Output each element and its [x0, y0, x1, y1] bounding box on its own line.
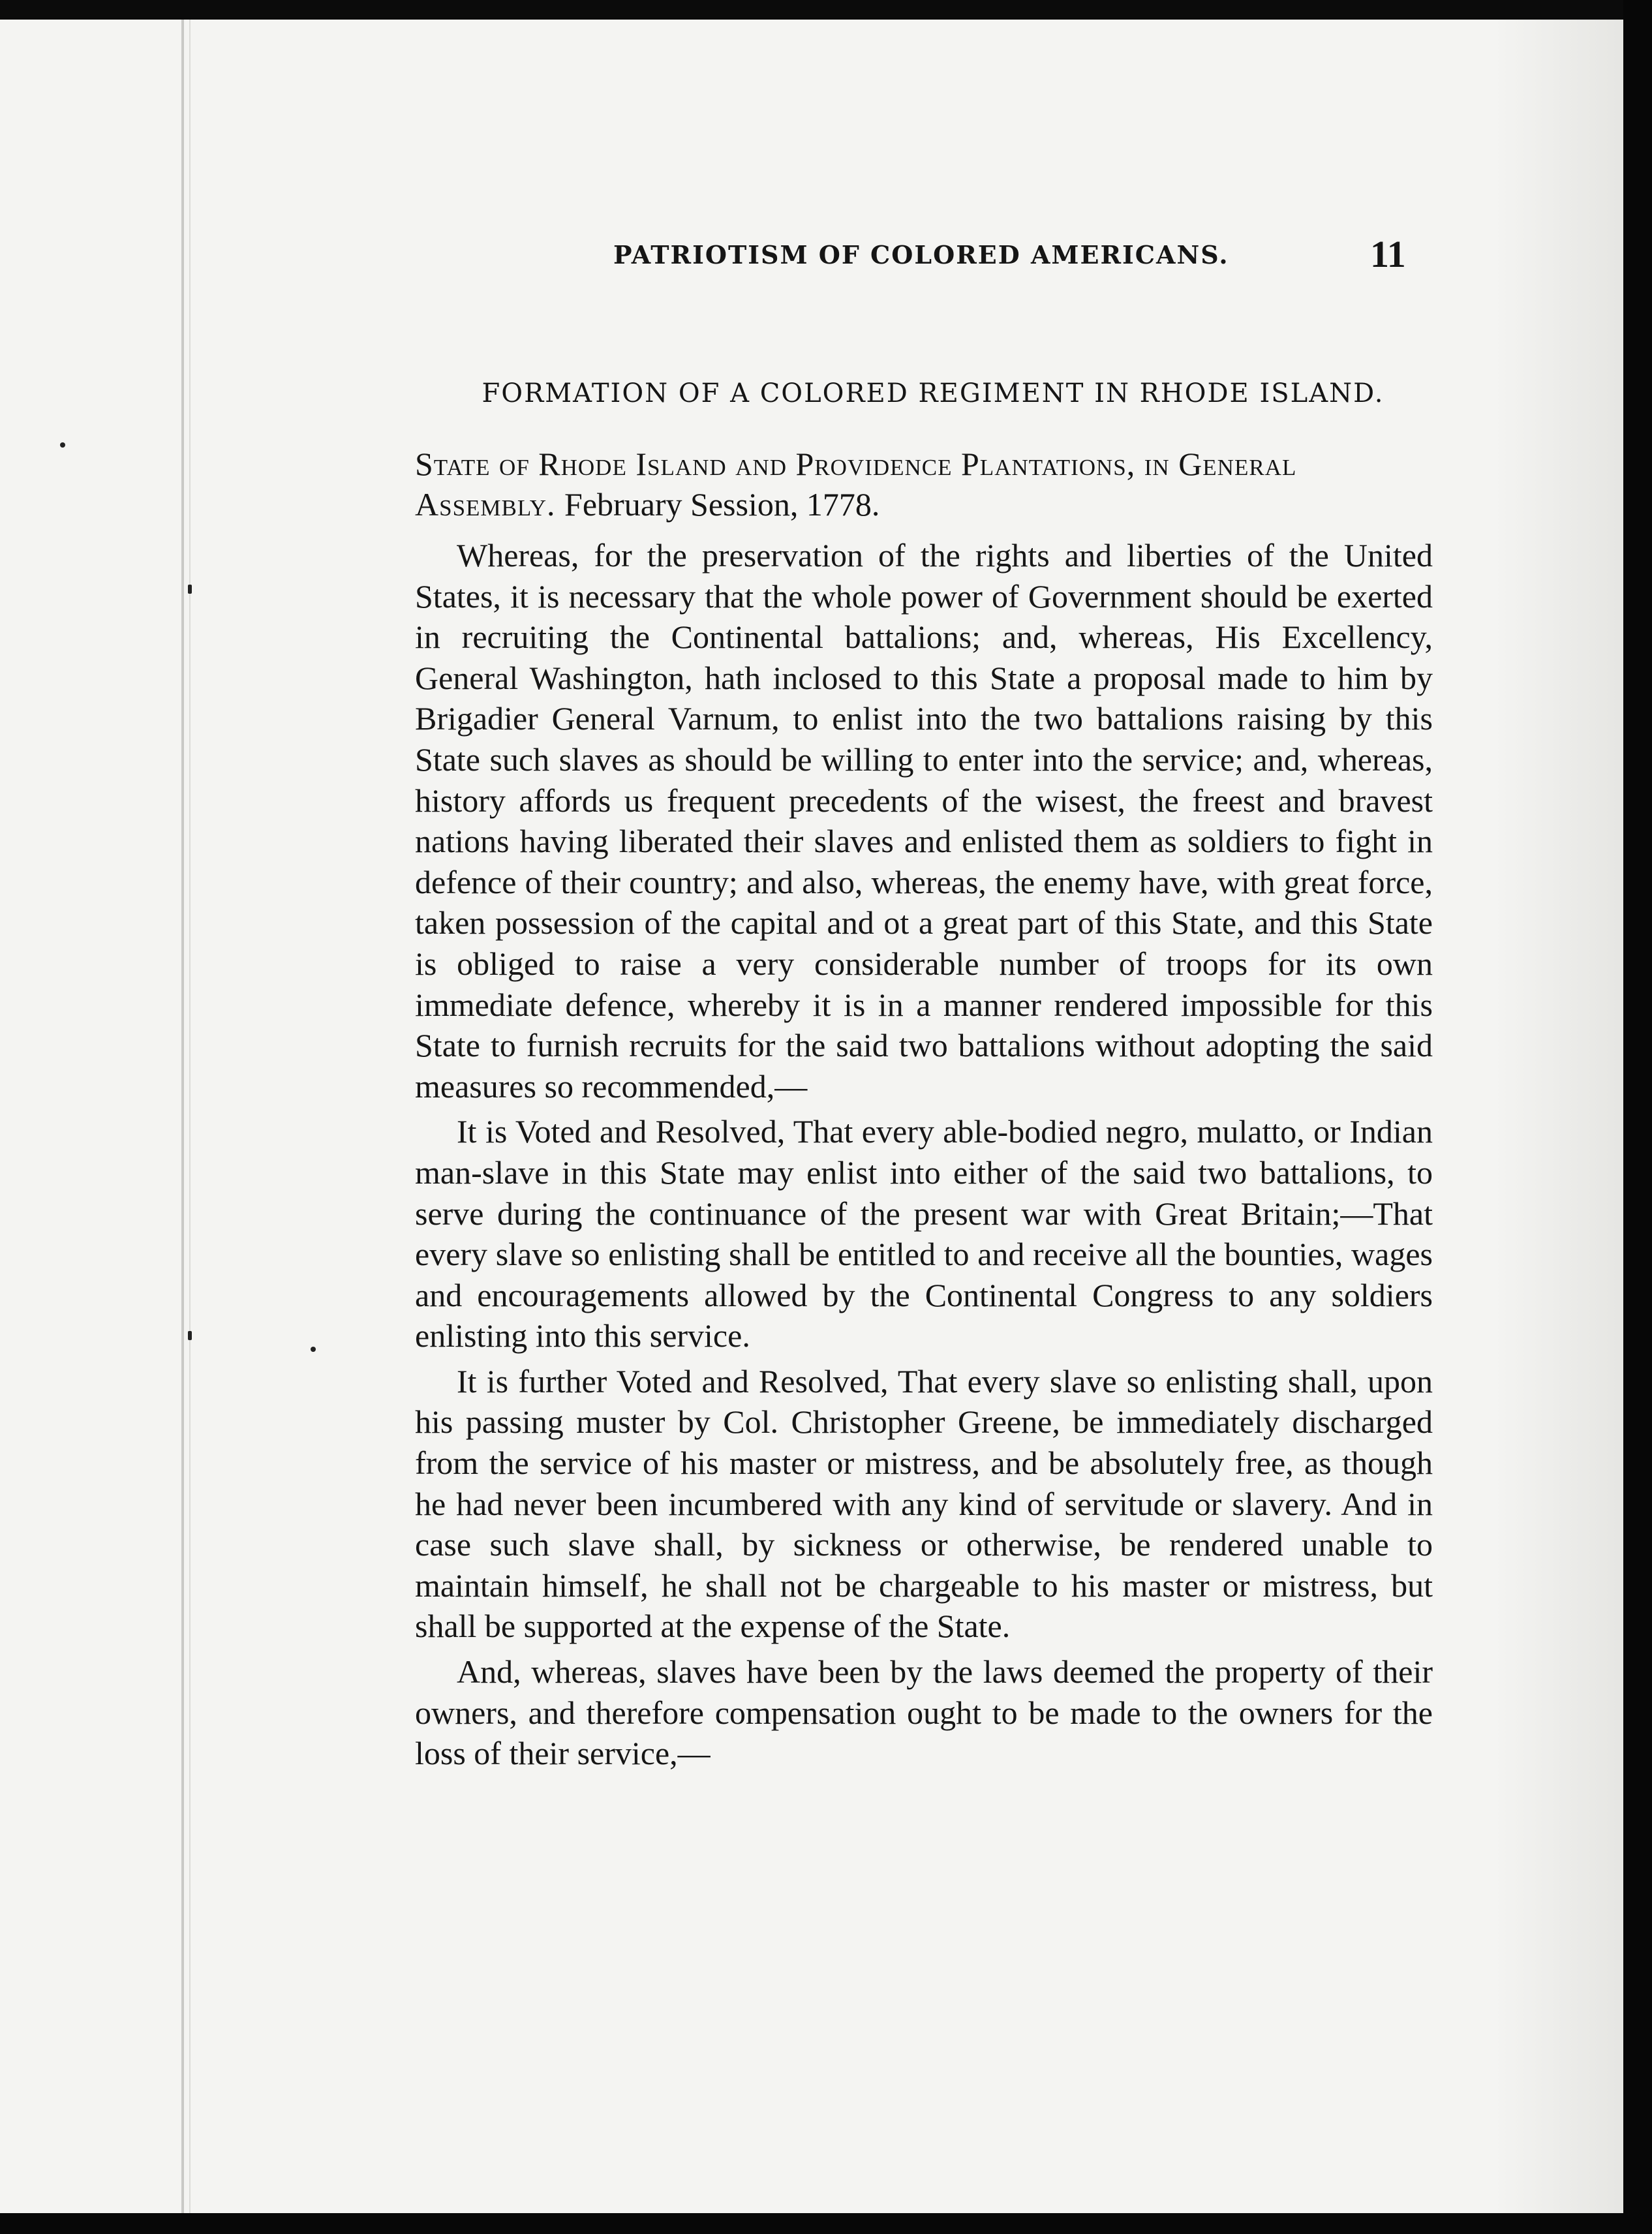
binding-mark: [188, 585, 192, 594]
margin-speck: [60, 442, 65, 448]
page-edge-shading: [1493, 20, 1623, 2213]
paragraph-whereas: Whereas, for the preservation of the rights and liberties of the United States, it is necessary that the whole power of Government should be exerted in recruiting the Continental battalions; and, whereas, His Excellency, General Washington, hath inclosed to this State a proposal made to him by Brigadier General Varnum, to enlist into the two battalions raising by this State such slaves as should be willing to enter into the service; and, whereas, history affords us frequent precedents of the wisest, the freest and bravest nations having liberated their slaves and enlisted them as soldiers to fight in defence of their country; and also, whereas, the enemy have, with great force, taken possession of the capital and ot a great part of this State, and this State is obliged to raise a very considerable number of troops for its own immediate defence, whereby it is in a manner rendered impossible for this State to furnish recruits for the said two battalions without adopting the said measures so recommended,—: [415, 537, 1433, 1105]
scan-right-edge: [1623, 0, 1652, 2234]
document-caption: [415, 444, 1433, 525]
gutter-fold-shadow: [189, 20, 191, 2213]
binding-mark: [188, 1331, 192, 1340]
caption-session: February Session, 1778.: [564, 486, 880, 523]
margin-speck: [311, 1347, 316, 1352]
gutter-fold-line: [181, 20, 184, 2213]
caption-lead: State of Rhode Island and Providence Plantations, in General Assembly.: [415, 446, 1297, 523]
book-page: [0, 20, 1623, 2213]
paragraph-compensation: And, whereas, slaves have been by the laws deemed the property of their owners, and therefore compensation ought to be made to the owners for the loss of their service,—: [415, 1653, 1433, 1772]
page-number: 11: [1370, 233, 1406, 275]
section-title: FORMATION OF A COLORED REGIMENT IN RHODE ISLAND.: [482, 378, 1384, 408]
paragraph-further-resolved: It is further Voted and Resolved, That every slave so enlisting shall, upon his passing muster by Col. Christopher Greene, be immediately discharged from the service of his master or mistress, and be absolutely free, as though he had never been incumbered with any kind of servitude or slavery. And in case such slave shall, by sickness or otherwise, be rendered unable to maintain himself, he shall not be chargeable to his master or mistress, but shall be supported at the expense of the State.: [415, 1362, 1433, 1645]
scan-bottom-edge: [0, 2213, 1652, 2234]
body-text: [415, 535, 1433, 1779]
running-head: PATRIOTISM OF COLORED AMERICANS.: [613, 240, 1229, 269]
paragraph-voted-resolved: It is Voted and Resolved, That every able-bodied negro, mulatto, or Indian man-slave in this State may enlist into either of the said two battalions, to serve during the continuance of the present war with Great Britain;—That every slave so enlisting shall be entitled to and receive all the bounties, wages and encouragements allowed by the Continental Congress to any soldiers enlisting into this service.: [415, 1113, 1433, 1354]
